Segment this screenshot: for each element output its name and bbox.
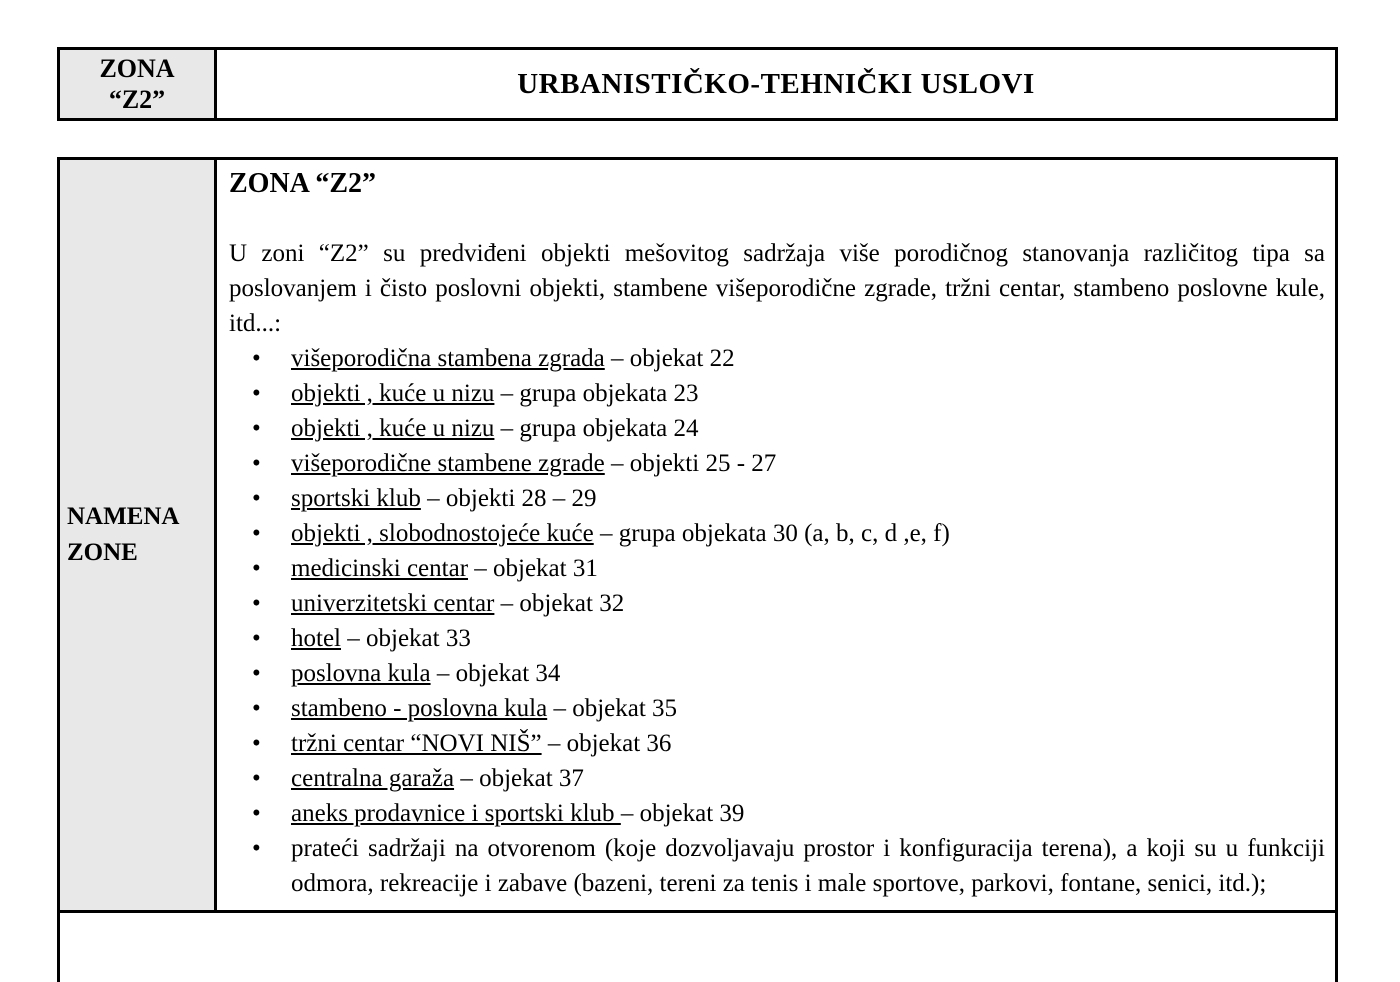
- bullet-item: • hotel – objekat 33: [229, 621, 1325, 656]
- bullet-item: • višeporodične stambene zgrade – objekti 25 - 27: [229, 446, 1325, 481]
- bullet-item-underlined-term: višeporodične stambene zgrade: [291, 450, 605, 477]
- bullet-item: • tržni centar “NOVI NIŠ” – objekat 36: [229, 726, 1325, 761]
- empty-row: [60, 913, 1335, 982]
- bullet-item-underlined-term: sportski klub: [291, 485, 421, 512]
- bullet-item: • aneks prodavnice i sportski klub – objekat 39: [229, 796, 1325, 831]
- section-heading: ZONA “Z2”: [229, 168, 377, 199]
- document-title: URBANISTIČKO-TEHNIČKI USLOVI: [517, 67, 1035, 100]
- bullet-item-underlined-term: objekti , kuće u nizu: [291, 415, 495, 442]
- namena-zone-row: [60, 160, 1335, 913]
- bullet-item-underlined-term: centralna garaža: [291, 765, 455, 792]
- bullet-item: • centralna garaža – objekat 37: [229, 761, 1325, 796]
- header-zone-cell: [60, 50, 217, 118]
- bullet-item-underlined-term: objekti , slobodnostojeće kuće: [291, 520, 594, 547]
- bullet-item-underlined-term: medicinski centar: [291, 555, 469, 582]
- bullet-item-underlined-term: višeporodična stambena zgrada: [291, 345, 605, 372]
- main-table: [57, 157, 1338, 982]
- bullet-item: • medicinski centar – objekat 31: [229, 551, 1325, 586]
- row-label-cell: [60, 160, 217, 910]
- intro-paragraph: U zoni “Z2” su predviđeni objekti mešovitog sadržaja više porodičnog stanovanja različitog tipa sa poslovanjem i čisto poslovni objekti, stambene višeporodične zgrade, tržni centar, stambeno poslovne kule, itd...:: [229, 240, 1325, 337]
- bullet-item: • objekti , kuće u nizu – grupa objekata 24: [229, 411, 1325, 446]
- header-zone-label-line2: “Z2”: [108, 85, 166, 114]
- bullet-item-underlined-term: aneks prodavnice i sportski klub: [291, 800, 621, 827]
- bullet-item-underlined-term: univerzitetski centar: [291, 590, 495, 617]
- bullet-item: • prateći sadržaji na otvorenom (koje dozvoljavaju prostor i konfiguracija terena), a koji su u funkciji odmora, rekreacije i zabave (bazeni, tereni za tenis i male sportove, parkovi, fontane, senici, itd.);: [229, 831, 1325, 901]
- row-label: NAMENA ZONE: [67, 503, 179, 566]
- bullet-item: • sportski klub – objekti 28 – 29: [229, 481, 1325, 516]
- bullet-item-underlined-term: objekti , kuće u nizu: [291, 380, 495, 407]
- bullet-item: • objekti , slobodnostojeće kuće – grupa objekata 30 (a, b, c, d ,e, f): [229, 516, 1325, 551]
- bullet-item: • višeporodična stambena zgrada – objekat 22: [229, 341, 1325, 376]
- spacer-line: [229, 201, 1325, 236]
- bullet-item-underlined-term: tržni centar “NOVI NIŠ”: [291, 730, 542, 757]
- bullet-item-underlined-term: poslovna kula: [291, 660, 431, 687]
- bullet-item: • objekti , kuće u nizu – grupa objekata 23: [229, 376, 1325, 411]
- bullet-item: • univerzitetski centar – objekat 32: [229, 586, 1325, 621]
- zone-content-cell: [217, 160, 1335, 910]
- bullet-item-underlined-term: stambeno - poslovna kula: [291, 695, 548, 722]
- bullet-item-underlined-term: hotel: [291, 625, 341, 652]
- header-zone-label-line1: ZONA: [99, 54, 175, 83]
- bullet-item: • stambeno - poslovna kula – objekat 35: [229, 691, 1325, 726]
- header-table: [57, 47, 1338, 121]
- bullet-item: • poslovna kula – objekat 34: [229, 656, 1325, 691]
- bullet-list: [229, 341, 1325, 901]
